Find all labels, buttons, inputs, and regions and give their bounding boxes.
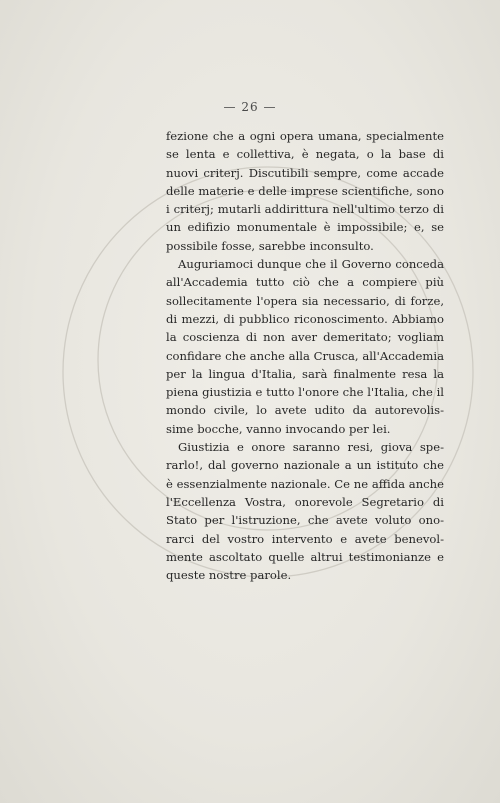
text-line: di un edifizio monumentale è impossibile; e, [166, 202, 445, 235]
text-line: mente ascoltato quelle altrui testimonianze e [166, 549, 444, 564]
paragraph-2 [166, 255, 444, 438]
text-line: fezione che a ogni opera umana, specialmente [166, 129, 444, 143]
text-line: rarlo!, dal governo nazionale a un istituto che [166, 458, 444, 473]
paragraph-1 [166, 127, 444, 255]
text-line: per la lingua d'Italia, sarà finalmente resa la [166, 366, 444, 381]
text-line: delle materie e delle imprese scientifiche, sono [166, 183, 444, 198]
text-line: Giustizia e onore saranno resi, giova spe- [178, 440, 444, 455]
body-text [166, 127, 444, 584]
text-line: sollecitamente l'opera sia necessario, di forze, [166, 293, 444, 308]
text-line: se possibile fosse, sarebbe inconsulto. [166, 220, 444, 253]
text-line: l'Eccellenza Vostra, onorevole Segretario di [166, 494, 444, 509]
text-line: il mondo civile, lo avete udito da autorevolis- [166, 385, 444, 418]
text-line: è essenzialmente nazionale. Ce ne affida anche [166, 476, 444, 491]
text-line: piena giustizia e tutto l'onore che l'Italia, che [166, 385, 433, 400]
text-line: all'Accademia tutto ciò che a compiere più [166, 275, 444, 290]
text-line: i criterj; mutarli addirittura nell'ultimo terzo [166, 202, 429, 217]
text-line: rarci del vostro intervento e avete benevol- [166, 531, 444, 546]
text-line: nuovi criterj. Discutibili sempre, come accade [166, 165, 444, 180]
text-line: queste nostre parole. [166, 568, 292, 583]
page-number: — 26 — [223, 100, 277, 114]
text-line: se lenta e collettiva, è negata, o la base di [166, 147, 444, 162]
text-line: di mezzi, di pubblico riconoscimento. Abbiamo [166, 311, 444, 326]
text-line: Stato per l'istruzione, che avete voluto ono- [166, 513, 444, 528]
paragraph-3 [166, 438, 444, 584]
text-line: confidare che anche alla Crusca, all'Accademia [166, 348, 444, 363]
text-line: Auguriamoci dunque che il Governo conceda [178, 257, 444, 272]
text-line: la coscienza di non aver demeritato; vogliam [166, 330, 444, 345]
text-line: sime bocche, vanno invocando per lei. [166, 421, 391, 436]
